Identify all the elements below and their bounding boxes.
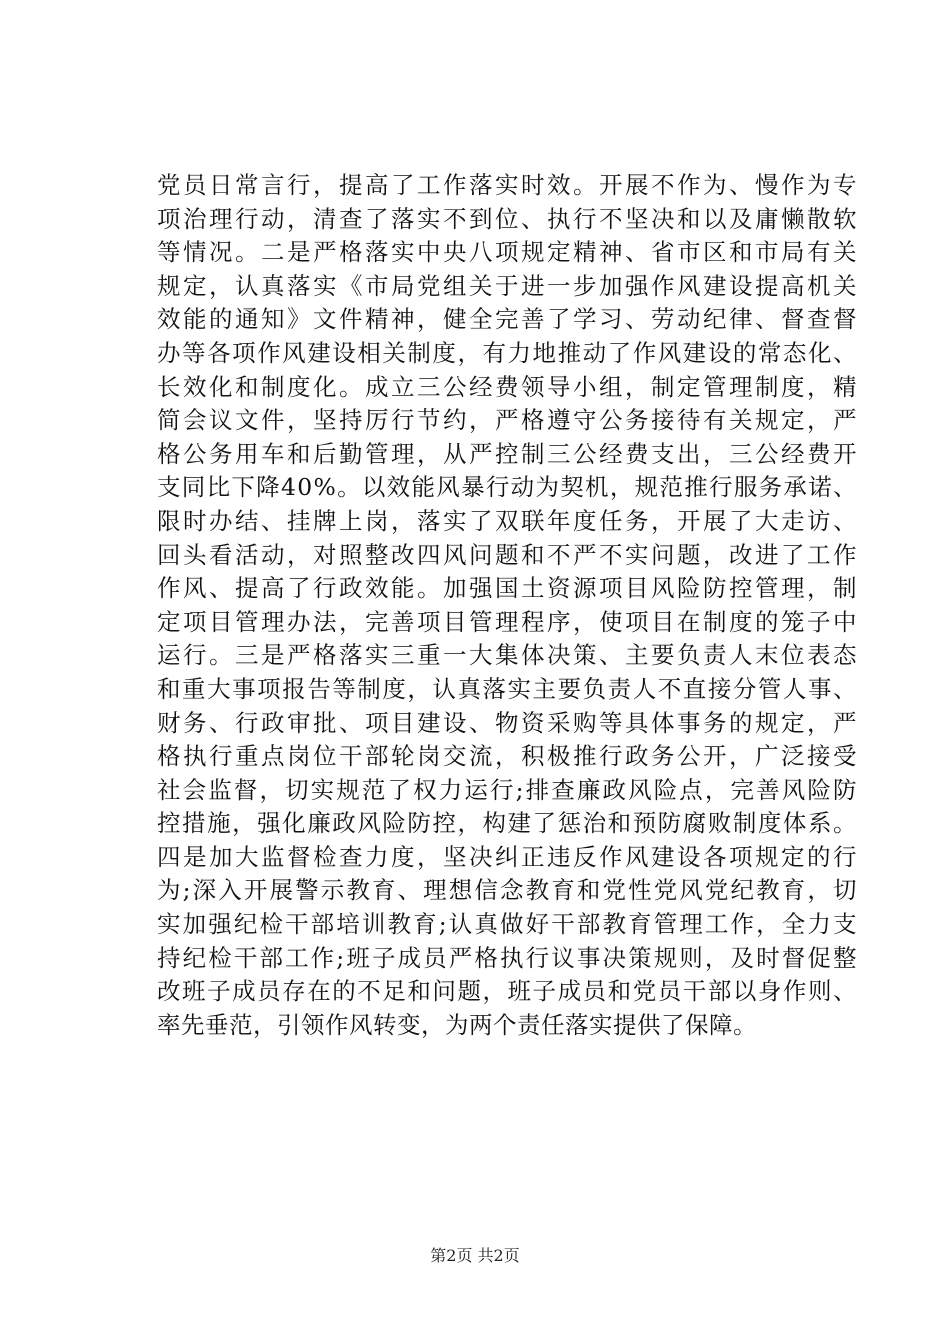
text-line: 财务、行政审批、项目建设、物资采购等具体事务的规定，严 bbox=[157, 708, 859, 737]
text-line: 规定，认真落实《市局党组关于进一步加强作风建设提高机关 bbox=[157, 271, 859, 300]
text-line: 等情况。二是严格落实中央八项规定精神、省市区和市局有关 bbox=[157, 238, 859, 267]
text-line: 格公务用车和后勤管理，从严控制三公经费支出，三公经费开 bbox=[157, 439, 859, 468]
text-line: 效能的通知》文件精神，健全完善了学习、劳动纪律、督查督 bbox=[157, 305, 859, 334]
text-line: 运行。三是严格落实三重一大集体决策、主要负责人末位表态 bbox=[157, 641, 859, 670]
text-line: 控措施，强化廉政风险防控，构建了惩治和预防腐败制度体系。 bbox=[157, 809, 859, 838]
text-line: 定项目管理办法，完善项目管理程序，使项目在制度的笼子中 bbox=[157, 607, 859, 636]
text-line: 为;深入开展警示教育、理想信念教育和党性党风党纪教育，切 bbox=[157, 876, 859, 905]
text-line: 社会监督，切实规范了权力运行;排查廉政风险点，完善风险防 bbox=[157, 775, 859, 804]
text-line: 限时办结、挂牌上岗，落实了双联年度任务，开展了大走访、 bbox=[157, 506, 859, 535]
text-line: 实加强纪检干部培训教育;认真做好干部教育管理工作，全力支 bbox=[157, 910, 859, 939]
text-line: 和重大事项报告等制度，认真落实主要负责人不直接分管人事、 bbox=[157, 674, 859, 703]
text-line: 改班子成员存在的不足和问题，班子成员和党员干部以身作则、 bbox=[157, 977, 859, 1006]
text-line: 率先垂范，引领作风转变，为两个责任落实提供了保障。 bbox=[157, 1010, 757, 1039]
text-line: 长效化和制度化。成立三公经费领导小组，制定管理制度，精 bbox=[157, 372, 859, 401]
text-line: 作风、提高了行政效能。加强国土资源项目风险防控管理，制 bbox=[157, 574, 859, 603]
text-line: 四是加大监督检查力度，坚决纠正违反作风建设各项规定的行 bbox=[157, 842, 859, 871]
text-line: 办等各项作风建设相关制度，有力地推动了作风建设的常态化、 bbox=[157, 338, 859, 367]
body-paragraph bbox=[157, 169, 857, 1042]
text-line: 格执行重点岗位干部轮岗交流，积极推行政务公开，广泛接受 bbox=[157, 742, 859, 771]
text-line: 支同比下降40%。以效能风暴行动为契机，规范推行服务承诺、 bbox=[157, 473, 858, 502]
text-line: 简会议文件，坚持厉行节约，严格遵守公务接待有关规定，严 bbox=[157, 406, 859, 435]
text-line: 持纪检干部工作;班子成员严格执行议事决策规则，及时督促整 bbox=[157, 943, 859, 972]
text-line: 项治理行动，清查了落实不到位、执行不坚决和以及庸懒散软 bbox=[157, 204, 859, 233]
text-line: 党员日常言行，提高了工作落实时效。开展不作为、慢作为专 bbox=[157, 171, 859, 199]
text-line: 回头看活动，对照整改四风问题和不严不实问题，改进了工作 bbox=[157, 540, 859, 569]
page-footer: 第2页 共2页 bbox=[430, 1246, 520, 1265]
